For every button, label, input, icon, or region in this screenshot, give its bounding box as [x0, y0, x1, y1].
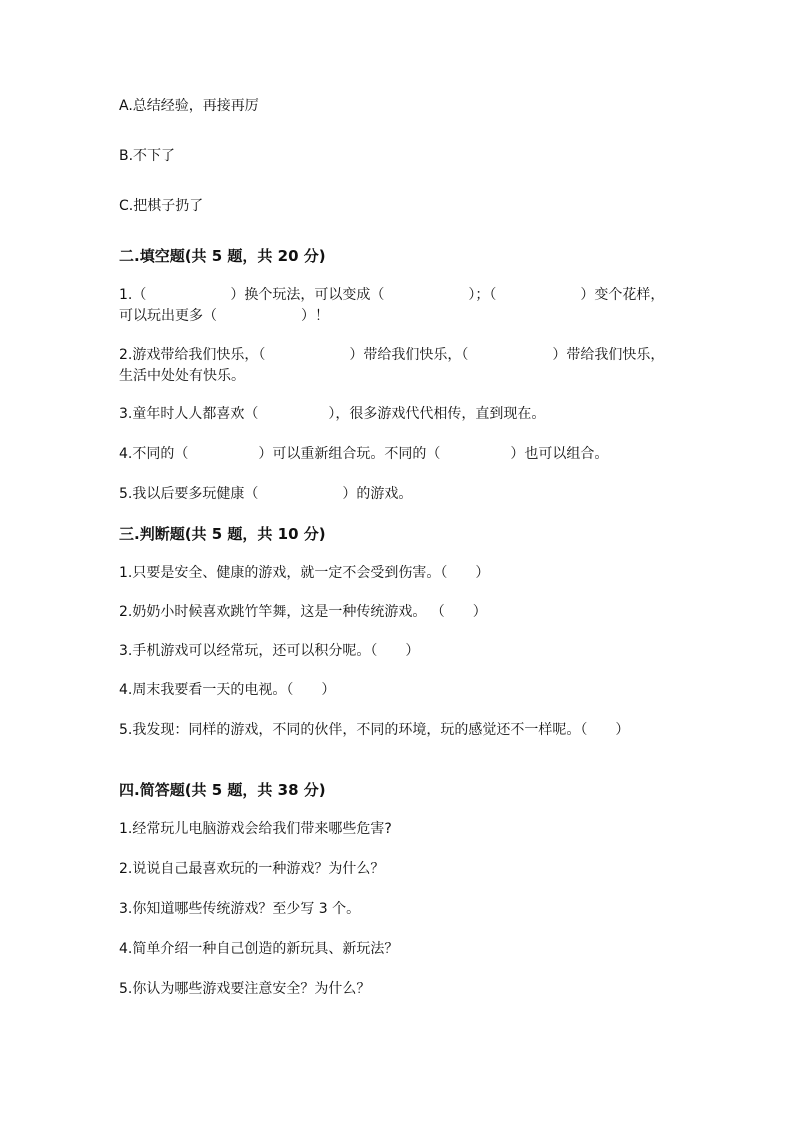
short-answer-question-4: 4.简单介绍一种自己创造的新玩具、新玩法？ — [119, 941, 399, 957]
fill-blank-question-4: 4.不同的（ ）可以重新组合玩。不同的（ ）也可以组合。 — [119, 446, 609, 462]
true-false-question-3: 3.手机游戏可以经常玩，还可以积分呢。（ ） — [119, 643, 420, 659]
fill-blank-question-5: 5.我以后要多玩健康（ ）的游戏。 — [119, 486, 413, 502]
true-false-question-1: 1.只要是安全、健康的游戏，就一定不会受到伤害。（ ） — [119, 565, 490, 581]
short-answer-question-3: 3.你知道哪些传统游戏？至少写 3 个。 — [119, 901, 361, 917]
section-title-short-answer: 四.简答题(共 5 题，共 38 分) — [119, 781, 326, 799]
short-answer-question-5: 5.你认为哪些游戏要注意安全？为什么？ — [119, 981, 371, 997]
option-b: B.不下了 — [119, 148, 176, 164]
true-false-question-5: 5.我发现：同样的游戏，不同的伙伴，不同的环境，玩的感觉还不一样呢。（ ） — [119, 722, 630, 738]
section-title-fill-blank: 二.填空题(共 5 题，共 20 分) — [119, 247, 326, 265]
section-title-true-false: 三.判断题(共 5 题，共 10 分) — [119, 525, 326, 543]
fill-blank-question-3: 3.童年时人人都喜欢（ ），很多游戏代代相传，直到现在。 — [119, 406, 546, 422]
option-c: C.把棋子扔了 — [119, 198, 204, 214]
short-answer-question-1: 1.经常玩儿电脑游戏会给我们带来哪些危害? — [119, 821, 392, 837]
short-answer-question-2: 2.说说自己最喜欢玩的一种游戏？为什么？ — [119, 861, 385, 877]
fill-blank-question-2: 2.游戏带给我们快乐，（ ）带给我们快乐，（ ）带给我们快乐，生活中处处有快乐。 — [119, 347, 665, 384]
option-a: A.总结经验，再接再厉 — [119, 98, 259, 114]
true-false-question-2: 2.奶奶小时候喜欢跳竹竿舞，这是一种传统游戏。 （ ） — [119, 604, 487, 620]
fill-blank-question-1: 1.（ ）换个玩法，可以变成（ ）；（ ）变个花样，可以玩出更多（ ）！ — [119, 287, 665, 324]
true-false-question-4: 4.周末我要看一天的电视。（ ） — [119, 682, 336, 698]
